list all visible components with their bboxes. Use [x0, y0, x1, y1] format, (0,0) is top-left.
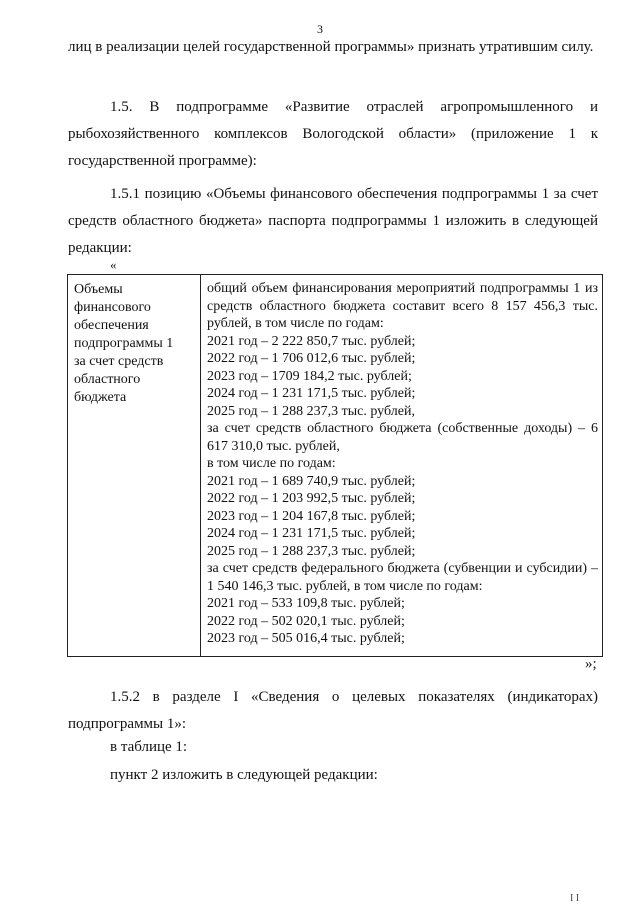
total-financing-text: общий объем финансирования мероприятий подпрограммы 1 из средств областного бюджета составит всего 8 157 456,3 тыс. рублей, в том числе по годам: — [207, 281, 598, 331]
year-total-line: 2025 год – 1 288 237,3 тыс. рублей, — [207, 403, 415, 419]
label-line: подпрограммы 1 — [74, 336, 174, 351]
footer-mark: I I — [570, 893, 580, 904]
financing-table — [67, 274, 603, 657]
year-total-line: 2022 год – 1 706 012,6 тыс. рублей; — [207, 351, 416, 366]
paragraph-continuation: лиц в реализации целей государственной программы» признать утратившим силу. — [68, 39, 594, 55]
year-total-line: 2024 год – 1 231 171,5 тыс. рублей; — [207, 386, 416, 401]
table-cell-value — [201, 275, 602, 656]
label-line: областного — [74, 372, 141, 387]
paragraph-1-5-2: 1.5.2 в разделе I «Сведения о целевых показателях (индикаторах) подпрограммы 1»: — [68, 689, 598, 732]
own-revenue-text: за счет средств областного бюджета (собственные доходы) – 6 617 310,0 тыс. рублей, — [207, 421, 598, 454]
label-line: Объемы — [74, 282, 123, 297]
year-total-line: 2023 год – 1709 184,2 тыс. рублей; — [207, 368, 412, 384]
year-total-line: 2021 год – 2 222 850,7 тыс. рублей; — [207, 333, 416, 349]
year-federal-line: 2023 год – 505 016,4 тыс. рублей; — [207, 631, 405, 646]
paragraph-table-1: в таблице 1: — [110, 739, 188, 755]
opening-quote: « — [110, 257, 117, 272]
label-line: финансового — [74, 300, 151, 315]
own-by-years-text: в том числе по годам: — [207, 456, 336, 471]
paragraph-1-5: 1.5. В подпрограмме «Развитие отраслей агропромышленного и рыбохозяйственного комплексов Вологодской области» (приложение 1 к государственной программе): — [68, 99, 598, 169]
page-number: 3 — [317, 22, 323, 36]
paragraph-item-2: пункт 2 изложить в следующей редакции: — [110, 767, 378, 783]
year-own-line: 2022 год – 1 203 992,5 тыс. рублей; — [207, 491, 416, 506]
table-cell-label — [68, 275, 201, 656]
paragraph-1-5-1: 1.5.1 позицию «Объемы финансового обеспечения подпрограммы 1 за счет средств областного бюджета» паспорта подпрограммы 1 изложить в следующей редакции: — [68, 186, 598, 256]
label-line: бюджета — [74, 390, 127, 405]
year-federal-line: 2022 год – 502 020,1 тыс. рублей; — [207, 613, 405, 629]
closing-quote: »; — [585, 656, 597, 672]
year-own-line: 2021 год – 1 689 740,9 тыс. рублей; — [207, 473, 416, 489]
label-line: за счет средств — [74, 354, 164, 369]
label-line: обеспечения — [74, 318, 149, 333]
year-own-line: 2023 год – 1 204 167,8 тыс. рублей; — [207, 508, 416, 524]
year-own-line: 2024 год – 1 231 171,5 тыс. рублей; — [207, 526, 416, 541]
year-federal-line: 2021 год – 533 109,8 тыс. рублей; — [207, 596, 405, 611]
year-own-line: 2025 год – 1 288 237,3 тыс. рублей; — [207, 543, 416, 559]
federal-text: за счет средств федерального бюджета (субвенции и субсидии) – 1 540 146,3 тыс. рублей, в том числе по годам: — [207, 561, 598, 594]
